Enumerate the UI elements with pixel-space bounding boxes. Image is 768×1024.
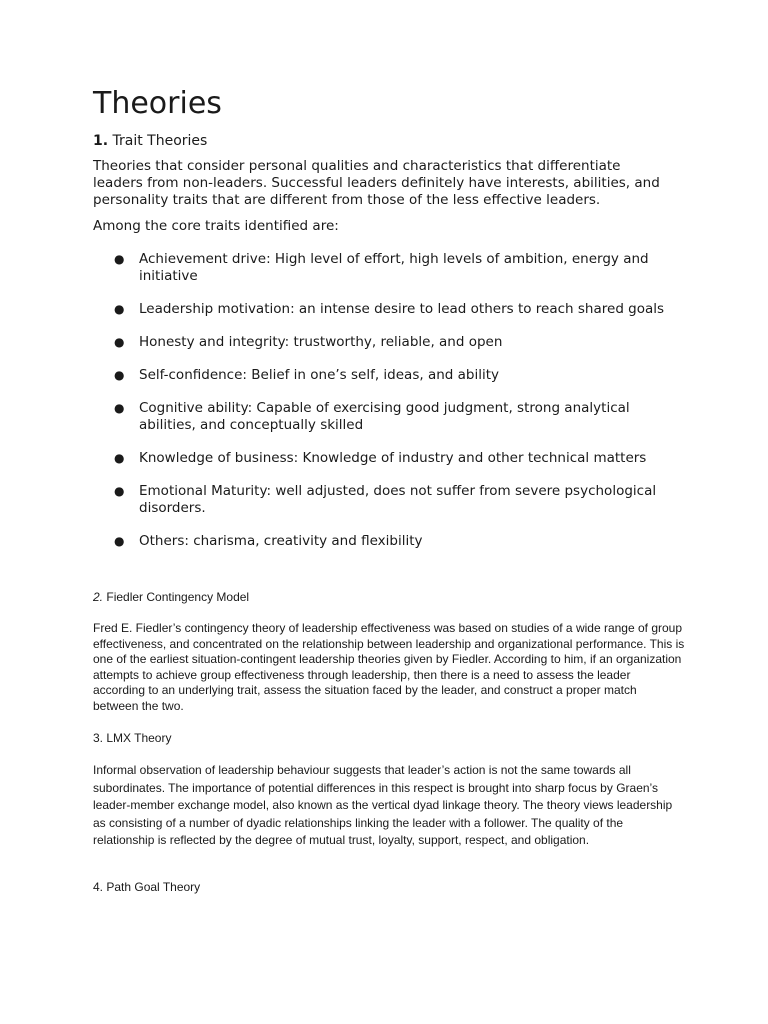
bullet-icon: ● [114,335,125,349]
section-heading-path-goal: 4. Path Goal Theory [93,880,201,894]
traits-list [93,251,693,566]
list-item: ● Cognitive ability: Capable of exercising good judgment, strong analytical abilities, and conceptually skilled [114,400,630,433]
trait-theories-intro: Theories that consider personal qualities and characteristics that differentiate leaders from non-leaders. Successful leaders definitely have interests, abilities, and personality traits that are different from those of the less effective leaders. [93,158,660,208]
list-item: ● Emotional Maturity: well adjusted, does not suffer from severe psychological disorders. [114,483,657,516]
bullet-icon: ● [114,368,125,382]
core-traits-intro: Among the core traits identified are: [93,218,339,234]
section-heading-trait-theories [93,131,207,151]
section-number: 1. [93,133,109,149]
list-item: ● Honesty and integrity: trustworthy, reliable, and open [114,334,503,350]
bullet-icon: ● [114,401,125,415]
list-item: ● Achievement drive: High level of effort, high levels of ambition, energy and initiative [114,251,649,284]
bullet-icon: ● [114,534,125,548]
list-item: ● Leadership motivation: an intense desire to lead others to reach shared goals [114,301,665,317]
fiedler-paragraph: Fred E. Fiedler’s contingency theory of leadership effectiveness was based on studies of a wide range of group effectiveness, and concentrated on the relationship between leadership and organizational performance. This is one of the earliest situation-contingent leadership theories given by Fiedler. According to him, if an organization attempts to achieve group effectiveness through leadership, then there is a need to assess the leader according to an underlying trait, assess the situation faced by the leader, and construct a proper match between the two. [93,621,685,713]
list-item: ● Self-confidence: Belief in one’s self, ideas, and ability [114,367,500,383]
section-heading-lmx: 3. LMX Theory [93,731,172,745]
bullet-icon: ● [114,252,125,266]
lmx-paragraph: Informal observation of leadership behaviour suggests that leader’s action is not the same towards all subordinates. The importance of potential differences in this respect is brought into sharp focus by Graen’s leader-member exchange model, also known as the vertical dyad linkage theory. The theory views leadership as consisting of a number of dyadic relationships linking the leader with a follower. The quality of the relationship is reflected by the degree of mutual trust, loyalty, support, respect, and obligation. [93,763,673,847]
bullet-icon: ● [114,484,125,498]
section-title: Fiedler Contingency Model [106,590,250,604]
list-item: ● Knowledge of business: Knowledge of industry and other technical matters [114,450,647,466]
section-title: Trait Theories [112,133,208,149]
page-title: Theories [93,86,222,121]
list-item: ● Others: charisma, creativity and flexibility [114,533,423,549]
section-heading-fiedler [93,589,249,605]
bullet-icon: ● [114,451,125,465]
section-number: 2. [93,590,104,604]
bullet-icon: ● [114,302,125,316]
